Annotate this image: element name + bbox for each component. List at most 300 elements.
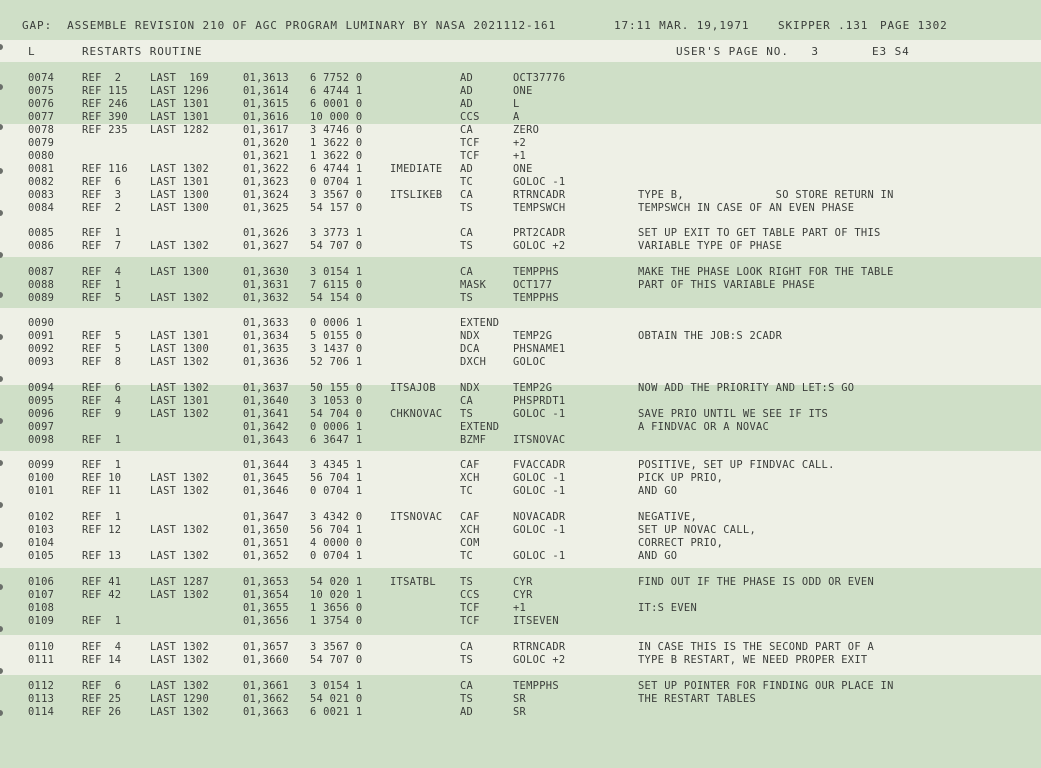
address: 01,3622 (243, 163, 289, 175)
opcode: CCS (460, 589, 480, 601)
comment: THE RESTART TABLES (638, 693, 757, 705)
operand: GOLOC -1 (513, 485, 566, 497)
ref-field: REF 115 (82, 85, 128, 97)
octal-code: 3 0154 1 (310, 680, 363, 692)
address: 01,3636 (243, 356, 289, 368)
comment: OBTAIN THE JOB:S 2CADR (638, 330, 783, 342)
comment: POSITIVE, SET UP FINDVAC CALL. (638, 459, 835, 471)
last-field: LAST 1300 (150, 189, 210, 201)
ref-field: REF 2 (82, 72, 122, 84)
opcode: TC (460, 485, 474, 497)
last-field: LAST 1301 (150, 98, 210, 110)
octal-code: 1 3622 0 (310, 137, 363, 149)
opcode: TS (460, 202, 474, 214)
operand: +1 (513, 602, 527, 614)
operand: ONE (513, 85, 533, 97)
address: 01,3650 (243, 524, 289, 536)
ref-field: REF 6 (82, 382, 122, 394)
last-field: LAST 1302 (150, 706, 210, 718)
octal-code: 7 6115 0 (310, 279, 363, 291)
comment: AND GO (638, 485, 678, 497)
octal-code: 3 1053 0 (310, 395, 363, 407)
label: ITSATBL (390, 576, 436, 588)
opcode: TS (460, 693, 474, 705)
octal-code: 3 3773 1 (310, 227, 363, 239)
operand: SR (513, 693, 527, 705)
comment: SAVE PRIO UNTIL WE SEE IF ITS (638, 408, 829, 420)
comment: SET UP EXIT TO GET TABLE PART OF THIS (638, 227, 881, 239)
address: 01,3643 (243, 434, 289, 446)
label: CHKNOVAC (390, 408, 443, 420)
octal-code: 5 0155 0 (310, 330, 363, 342)
label: IMEDIATE (390, 163, 443, 175)
operand: GOLOC +2 (513, 654, 566, 666)
operand: ZERO (513, 124, 540, 136)
comment: VARIABLE TYPE OF PHASE (638, 240, 783, 252)
column-l-label: L (28, 45, 36, 58)
operand: SR (513, 706, 527, 718)
octal-code: 6 7752 0 (310, 72, 363, 84)
ref-field: REF 25 (82, 693, 122, 705)
ref-field: REF 14 (82, 654, 122, 666)
last-field: LAST 1302 (150, 654, 210, 666)
last-field: LAST 1302 (150, 550, 210, 562)
opcode: CA (460, 124, 474, 136)
line-number: 0099 (28, 459, 55, 471)
address: 01,3652 (243, 550, 289, 562)
label: ITSNOVAC (390, 511, 443, 523)
opcode: AD (460, 72, 474, 84)
ref-field: REF 5 (82, 330, 122, 342)
ref-field: REF 26 (82, 706, 122, 718)
last-field: LAST 1302 (150, 163, 210, 175)
label: ITSAJOB (390, 382, 436, 394)
last-field: LAST 1302 (150, 356, 210, 368)
line-number: 0098 (28, 434, 55, 446)
operand: CYR (513, 576, 533, 588)
line-number: 0089 (28, 292, 55, 304)
opcode: XCH (460, 524, 480, 536)
opcode: TS (460, 292, 474, 304)
comment: PART OF THIS VARIABLE PHASE (638, 279, 816, 291)
last-field: LAST 1302 (150, 408, 210, 420)
operand: GOLOC -1 (513, 524, 566, 536)
ref-field: REF 41 (82, 576, 122, 588)
address: 01,3646 (243, 485, 289, 497)
ref-field: REF 1 (82, 279, 122, 291)
opcode: AD (460, 85, 474, 97)
last-field: LAST 1301 (150, 330, 210, 342)
octal-code: 1 3656 0 (310, 602, 363, 614)
last-field: LAST 1302 (150, 292, 210, 304)
octal-code: 3 1437 0 (310, 343, 363, 355)
line-number: 0097 (28, 421, 55, 433)
last-field: LAST 1287 (150, 576, 210, 588)
last-field: LAST 1302 (150, 641, 210, 653)
ref-field: REF 1 (82, 459, 122, 471)
octal-code: 0 0704 1 (310, 176, 363, 188)
operand: GOLOC -1 (513, 408, 566, 420)
comment: PICK UP PRIO, (638, 472, 724, 484)
last-field: LAST 1282 (150, 124, 210, 136)
line-number: 0081 (28, 163, 55, 175)
address: 01,3625 (243, 202, 289, 214)
address: 01,3651 (243, 537, 289, 549)
opcode: DXCH (460, 356, 487, 368)
address: 01,3662 (243, 693, 289, 705)
ref-field: REF 1 (82, 615, 122, 627)
address: 01,3663 (243, 706, 289, 718)
last-field: LAST 1302 (150, 485, 210, 497)
ref-field: REF 8 (82, 356, 122, 368)
opcode: XCH (460, 472, 480, 484)
octal-code: 10 000 0 (310, 111, 363, 123)
ref-field: REF 5 (82, 343, 122, 355)
last-field: LAST 1302 (150, 472, 210, 484)
octal-code: 3 0154 1 (310, 266, 363, 278)
address: 01,3660 (243, 654, 289, 666)
comment: SET UP POINTER FOR FINDING OUR PLACE IN (638, 680, 894, 692)
octal-code: 6 4744 1 (310, 85, 363, 97)
opcode: AD (460, 163, 474, 175)
ref-field: REF 2 (82, 202, 122, 214)
address: 01,3632 (243, 292, 289, 304)
operand: TEMPSWCH (513, 202, 566, 214)
operand: OCT177 (513, 279, 553, 291)
comment: SET UP NOVAC CALL, (638, 524, 757, 536)
operand: CYR (513, 589, 533, 601)
last-field: LAST 169 (150, 72, 210, 84)
operand: FVACCADR (513, 459, 566, 471)
operand: TEMP2G (513, 382, 553, 394)
last-field: LAST 1301 (150, 111, 210, 123)
last-field: LAST 1301 (150, 395, 210, 407)
opcode: MASK (460, 279, 487, 291)
ref-field: REF 12 (82, 524, 122, 536)
address: 01,3640 (243, 395, 289, 407)
sheet-id: E3 S4 (872, 45, 910, 58)
opcode: DCA (460, 343, 480, 355)
operand: PHSNAME1 (513, 343, 566, 355)
operand: GOLOC -1 (513, 550, 566, 562)
line-number: 0103 (28, 524, 55, 536)
opcode: EXTEND (460, 421, 500, 433)
operand: ITSNOVAC (513, 434, 566, 446)
operand: A (513, 111, 520, 123)
comment: AND GO (638, 550, 678, 562)
operand: TEMPPHS (513, 680, 559, 692)
address: 01,3627 (243, 240, 289, 252)
last-field: LAST 1302 (150, 524, 210, 536)
ref-field: REF 6 (82, 680, 122, 692)
ref-field: REF 42 (82, 589, 122, 601)
line-number: 0106 (28, 576, 55, 588)
opcode: NDX (460, 382, 480, 394)
opcode: AD (460, 706, 474, 718)
opcode: CCS (460, 111, 480, 123)
opcode: CA (460, 395, 474, 407)
opcode: BZMF (460, 434, 487, 446)
line-number: 0076 (28, 98, 55, 110)
address: 01,3641 (243, 408, 289, 420)
page-number: PAGE 1302 (880, 19, 948, 32)
comment: IN CASE THIS IS THE SECOND PART OF A (638, 641, 875, 653)
octal-code: 52 706 1 (310, 356, 363, 368)
octal-code: 6 0001 0 (310, 98, 363, 110)
operand: RTRNCADR (513, 189, 566, 201)
ref-field: REF 5 (82, 292, 122, 304)
line-number: 0096 (28, 408, 55, 420)
ref-field: REF 1 (82, 511, 122, 523)
opcode: CAF (460, 511, 480, 523)
ref-field: REF 116 (82, 163, 128, 175)
operand: PRT2CADR (513, 227, 566, 239)
comment: CORRECT PRIO, (638, 537, 724, 549)
octal-code: 0 0006 1 (310, 421, 363, 433)
ref-field: REF 11 (82, 485, 122, 497)
line-number: 0092 (28, 343, 55, 355)
line-number: 0094 (28, 382, 55, 394)
operand: RTRNCADR (513, 641, 566, 653)
address: 01,3614 (243, 85, 289, 97)
operand: +2 (513, 137, 527, 149)
last-field: LAST 1290 (150, 693, 210, 705)
last-field: LAST 1300 (150, 202, 210, 214)
skipper-label: SKIPPER .131 (778, 19, 869, 32)
octal-code: 50 155 0 (310, 382, 363, 394)
octal-code: 54 020 1 (310, 576, 363, 588)
opcode: CAF (460, 459, 480, 471)
opcode: AD (460, 98, 474, 110)
ref-field: REF 1 (82, 227, 122, 239)
last-field: LAST 1300 (150, 343, 210, 355)
octal-code: 0 0704 1 (310, 485, 363, 497)
last-field: LAST 1302 (150, 589, 210, 601)
line-number: 0085 (28, 227, 55, 239)
octal-code: 54 157 0 (310, 202, 363, 214)
ref-field: REF 7 (82, 240, 122, 252)
address: 01,3615 (243, 98, 289, 110)
address: 01,3620 (243, 137, 289, 149)
address: 01,3634 (243, 330, 289, 342)
comment: FIND OUT IF THE PHASE IS ODD OR EVEN (638, 576, 875, 588)
opcode: TCF (460, 150, 480, 162)
comment: A FINDVAC OR A NOVAC (638, 421, 770, 433)
ref-field: REF 6 (82, 176, 122, 188)
operand: OCT37776 (513, 72, 566, 84)
operand: PHSPRDT1 (513, 395, 566, 407)
user-page-label: USER'S PAGE NO. 3 (676, 45, 819, 58)
octal-code: 4 0000 0 (310, 537, 363, 549)
address: 01,3656 (243, 615, 289, 627)
line-number: 0113 (28, 693, 55, 705)
operand: GOLOC (513, 356, 546, 368)
address: 01,3631 (243, 279, 289, 291)
octal-code: 3 4746 0 (310, 124, 363, 136)
line-number: 0110 (28, 641, 55, 653)
label: ITSLIKEB (390, 189, 443, 201)
comment: NEGATIVE, (638, 511, 698, 523)
line-number: 0095 (28, 395, 55, 407)
address: 01,3621 (243, 150, 289, 162)
address: 01,3642 (243, 421, 289, 433)
address: 01,3661 (243, 680, 289, 692)
address: 01,3647 (243, 511, 289, 523)
line-number: 0077 (28, 111, 55, 123)
octal-code: 6 0021 1 (310, 706, 363, 718)
last-field: LAST 1301 (150, 176, 210, 188)
line-number: 0075 (28, 85, 55, 97)
ref-field: REF 10 (82, 472, 122, 484)
opcode: CA (460, 680, 474, 692)
ref-field: REF 4 (82, 266, 122, 278)
address: 01,3645 (243, 472, 289, 484)
opcode: TCF (460, 615, 480, 627)
opcode: EXTEND (460, 317, 500, 329)
operand: ONE (513, 163, 533, 175)
line-number: 0109 (28, 615, 55, 627)
operand: TEMP2G (513, 330, 553, 342)
line-number: 0080 (28, 150, 55, 162)
opcode: TS (460, 576, 474, 588)
address: 01,3655 (243, 602, 289, 614)
operand: NOVACADR (513, 511, 566, 523)
comment: TYPE B, SO STORE RETURN IN (638, 189, 894, 201)
ref-field: REF 4 (82, 641, 122, 653)
comment: IT:S EVEN (638, 602, 698, 614)
line-number: 0107 (28, 589, 55, 601)
octal-code: 54 704 0 (310, 408, 363, 420)
ref-field: REF 13 (82, 550, 122, 562)
octal-code: 6 4744 1 (310, 163, 363, 175)
last-field: LAST 1300 (150, 266, 210, 278)
routine-title: RESTARTS ROUTINE (82, 45, 203, 58)
comment: TEMPSWCH IN CASE OF AN EVEN PHASE (638, 202, 855, 214)
line-number: 0079 (28, 137, 55, 149)
address: 01,3654 (243, 589, 289, 601)
address: 01,3635 (243, 343, 289, 355)
line-number: 0111 (28, 654, 55, 666)
octal-code: 0 0704 1 (310, 550, 363, 562)
octal-code: 1 3754 0 (310, 615, 363, 627)
octal-code: 1 3622 0 (310, 150, 363, 162)
operand: TEMPPHS (513, 292, 559, 304)
line-number: 0093 (28, 356, 55, 368)
comment: TYPE B RESTART, WE NEED PROPER EXIT (638, 654, 868, 666)
opcode: TS (460, 240, 474, 252)
address: 01,3657 (243, 641, 289, 653)
operand: TEMPPHS (513, 266, 559, 278)
address: 01,3633 (243, 317, 289, 329)
line-number: 0100 (28, 472, 55, 484)
octal-code: 56 704 1 (310, 524, 363, 536)
line-number: 0087 (28, 266, 55, 278)
octal-code: 3 3567 0 (310, 641, 363, 653)
opcode: TS (460, 408, 474, 420)
opcode: TC (460, 176, 474, 188)
address: 01,3626 (243, 227, 289, 239)
ref-field: REF 246 (82, 98, 128, 110)
last-field: LAST 1302 (150, 240, 210, 252)
line-number: 0090 (28, 317, 55, 329)
line-number: 0084 (28, 202, 55, 214)
comment: NOW ADD THE PRIORITY AND LET:S GO (638, 382, 855, 394)
address: 01,3630 (243, 266, 289, 278)
address: 01,3637 (243, 382, 289, 394)
ref-field: REF 1 (82, 434, 122, 446)
octal-code: 3 4345 1 (310, 459, 363, 471)
octal-code: 56 704 1 (310, 472, 363, 484)
octal-code: 54 707 0 (310, 654, 363, 666)
line-number: 0101 (28, 485, 55, 497)
timestamp: 17:11 MAR. 19,1971 (614, 19, 750, 32)
line-number: 0083 (28, 189, 55, 201)
ref-field: REF 3 (82, 189, 122, 201)
ref-field: REF 390 (82, 111, 128, 123)
ref-field: REF 4 (82, 395, 122, 407)
opcode: COM (460, 537, 480, 549)
comment: MAKE THE PHASE LOOK RIGHT FOR THE TABLE (638, 266, 894, 278)
operand: GOLOC -1 (513, 472, 566, 484)
octal-code: 54 707 0 (310, 240, 363, 252)
last-field: LAST 1296 (150, 85, 210, 97)
opcode: CA (460, 227, 474, 239)
page-title: GAP: ASSEMBLE REVISION 210 OF AGC PROGRAM LUMINARY BY NASA 2021112-161 (22, 19, 557, 32)
address: 01,3616 (243, 111, 289, 123)
opcode: TCF (460, 602, 480, 614)
octal-code: 3 4342 0 (310, 511, 363, 523)
line-number: 0104 (28, 537, 55, 549)
octal-code: 3 3567 0 (310, 189, 363, 201)
address: 01,3653 (243, 576, 289, 588)
opcode: CA (460, 266, 474, 278)
last-field: LAST 1302 (150, 382, 210, 394)
octal-code: 10 020 1 (310, 589, 363, 601)
octal-code: 54 021 0 (310, 693, 363, 705)
line-number: 0112 (28, 680, 55, 692)
line-number: 0082 (28, 176, 55, 188)
operand: GOLOC +2 (513, 240, 566, 252)
line-number: 0088 (28, 279, 55, 291)
line-number: 0091 (28, 330, 55, 342)
ref-field: REF 9 (82, 408, 122, 420)
last-field: LAST 1302 (150, 680, 210, 692)
opcode: TCF (460, 137, 480, 149)
address: 01,3623 (243, 176, 289, 188)
line-number: 0074 (28, 72, 55, 84)
octal-code: 0 0006 1 (310, 317, 363, 329)
octal-code: 6 3647 1 (310, 434, 363, 446)
line-number: 0108 (28, 602, 55, 614)
address: 01,3613 (243, 72, 289, 84)
operand: GOLOC -1 (513, 176, 566, 188)
address: 01,3617 (243, 124, 289, 136)
address: 01,3624 (243, 189, 289, 201)
opcode: TS (460, 654, 474, 666)
opcode: NDX (460, 330, 480, 342)
line-number: 0102 (28, 511, 55, 523)
operand: +1 (513, 150, 527, 162)
operand: L (513, 98, 520, 110)
opcode: CA (460, 189, 474, 201)
line-number: 0078 (28, 124, 55, 136)
address: 01,3644 (243, 459, 289, 471)
line-number: 0086 (28, 240, 55, 252)
line-number: 0114 (28, 706, 55, 718)
operand: ITSEVEN (513, 615, 559, 627)
line-number: 0105 (28, 550, 55, 562)
ref-field: REF 235 (82, 124, 128, 136)
